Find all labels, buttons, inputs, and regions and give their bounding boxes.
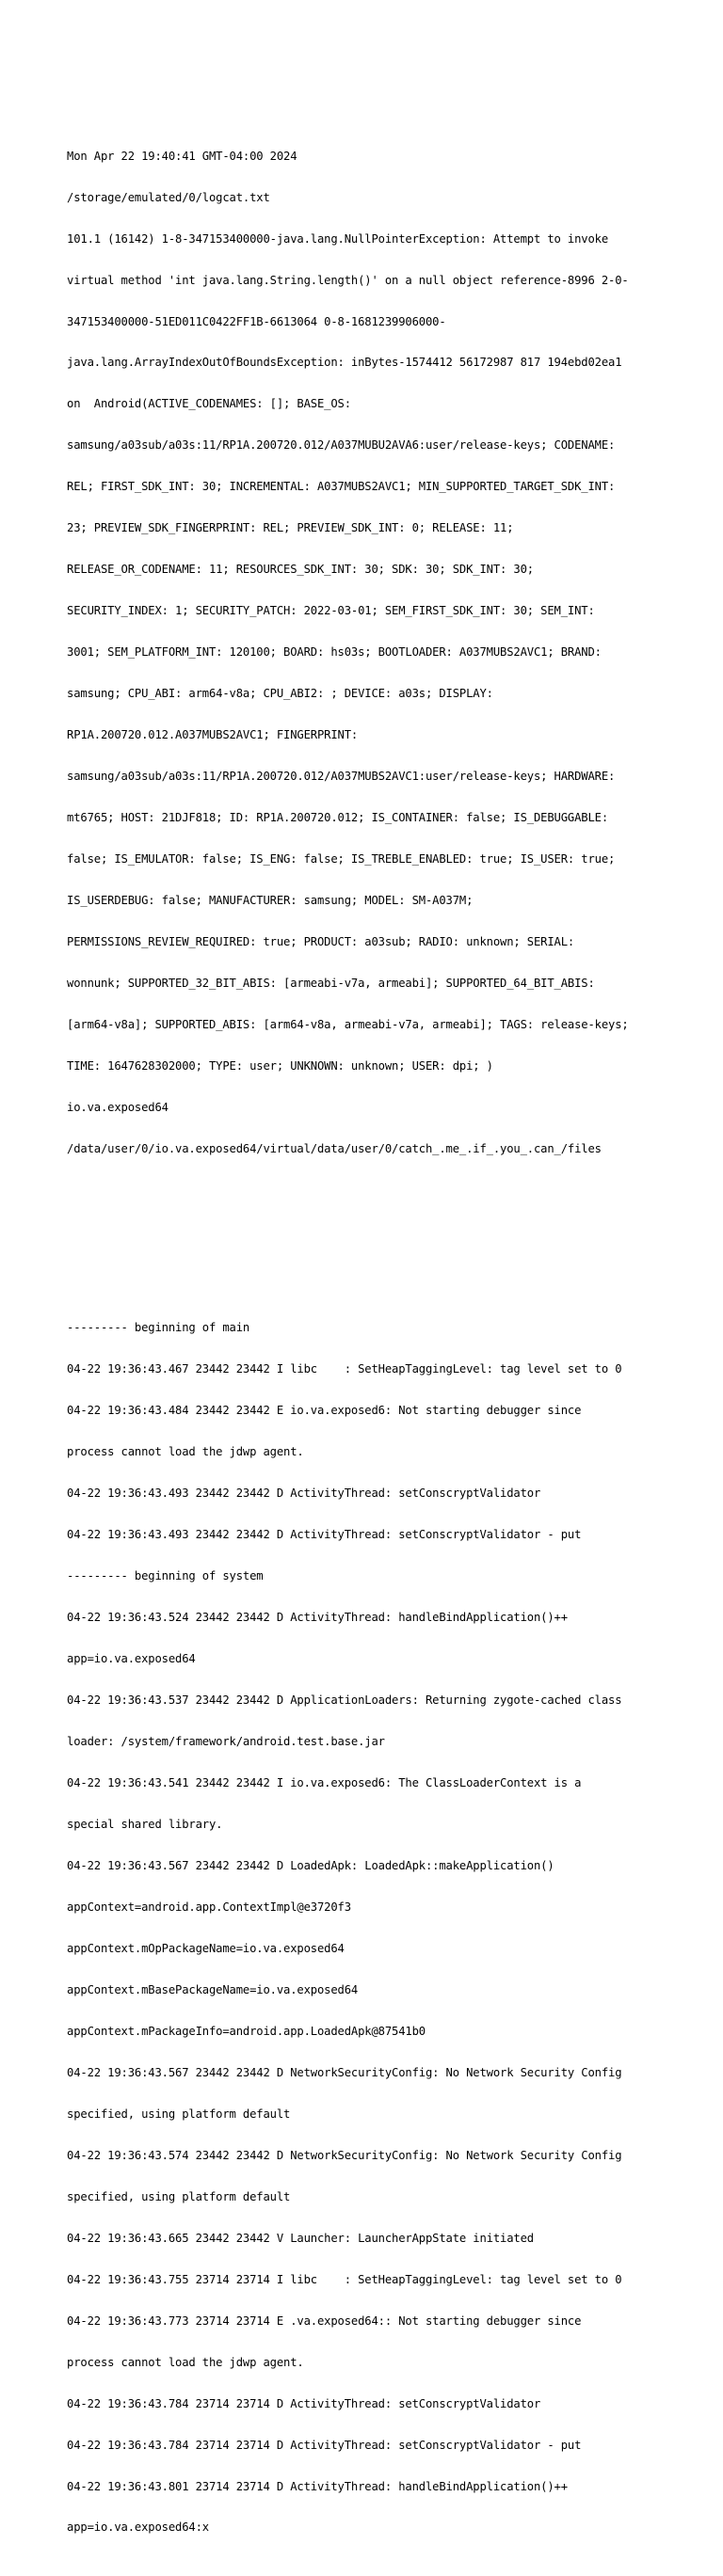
- build-info-line: on Android(ACTIVE_CODENAMES: []; BASE_OS:: [67, 397, 351, 411]
- log-line: 04-22 19:36:43.541 23442 23442 I io.va.exposed6: The ClassLoaderContext is a: [67, 1776, 582, 1790]
- log-line: loader: /system/framework/android.test.base.jar: [67, 1735, 385, 1749]
- build-info-line: TIME: 1647628302000; TYPE: user; UNKNOWN: unknown; USER: dpi; ): [67, 1058, 493, 1073]
- log-line: 04-22 19:36:43.467 23442 23442 I libc : SetHeapTaggingLevel: tag level set to 0: [67, 1362, 622, 1376]
- log-line: 04-22 19:36:43.784 23714 23714 D ActivityThread: setConscryptValidator - put: [67, 2438, 582, 2452]
- log-body: [67, 1294, 688, 2562]
- log-line: app=io.va.exposed64:x: [67, 2520, 209, 2535]
- report-header: [67, 121, 688, 1184]
- log-line: appContext.mPackageInfo=android.app.LoadedApk@87541b0: [67, 2024, 426, 2038]
- log-line: 04-22 19:36:43.574 23442 23442 D NetworkSecurityConfig: No Network Security Config: [67, 2148, 622, 2162]
- logcat-document: [67, 94, 688, 2576]
- log-line: 04-22 19:36:43.493 23442 23442 D ActivityThread: setConscryptValidator - put: [67, 1528, 582, 1542]
- log-line: specified, using platform default: [67, 2107, 291, 2121]
- data-path-line: /data/user/0/io.va.exposed64/virtual/data/user/0/catch_.me_.if_.you_.can_/files: [67, 1141, 602, 1155]
- exception-line: 101.1 (16142) 1-8-347153400000-java.lang.NullPointerException: Attempt to invoke: [67, 231, 608, 246]
- log-line: 04-22 19:36:43.567 23442 23442 D NetworkSecurityConfig: No Network Security Config: [67, 2065, 622, 2079]
- build-info-line: RP1A.200720.012.A037MUBS2AVC1; FINGERPRINT:: [67, 728, 359, 742]
- log-line: appContext=android.app.ContextImpl@e3720f3: [67, 1900, 351, 1914]
- log-line: 04-22 19:36:43.784 23714 23714 D ActivityThread: setConscryptValidator: [67, 2396, 541, 2410]
- build-info-line: mt6765; HOST: 21DJF818; ID: RP1A.200720.012; IS_CONTAINER: false; IS_DEBUGGABLE:: [67, 811, 608, 825]
- exception-line: virtual method 'int java.lang.String.length()' on a null object reference-8996 2-0-: [67, 273, 629, 287]
- build-info-line: RELEASE_OR_CODENAME: 11; RESOURCES_SDK_INT: 30; SDK: 30; SDK_INT: 30;: [67, 563, 534, 577]
- log-section-divider: --------- beginning of main: [67, 1321, 250, 1335]
- build-info-line: PERMISSIONS_REVIEW_REQUIRED: true; PRODUCT: a03sub; RADIO: unknown; SERIAL:: [67, 935, 575, 949]
- log-line: 04-22 19:36:43.801 23714 23714 D ActivityThread: handleBindApplication()++: [67, 2479, 568, 2493]
- log-line: 04-22 19:36:43.755 23714 23714 I libc : SetHeapTaggingLevel: tag level set to 0: [67, 2272, 622, 2286]
- log-line: 04-22 19:36:43.484 23442 23442 E io.va.exposed6: Not starting debugger since: [67, 1404, 582, 1418]
- build-info-line: 3001; SEM_PLATFORM_INT: 120100; BOARD: hs03s; BOOTLOADER: A037MUBS2AVC1; BRAND:: [67, 645, 602, 660]
- package-name-line: io.va.exposed64: [67, 1100, 169, 1114]
- build-info-line: samsung/a03sub/a03s:11/RP1A.200720.012/A037MUBS2AVC1:user/release-keys; HARDWARE:: [67, 770, 616, 784]
- file-path-line: /storage/emulated/0/logcat.txt: [67, 190, 270, 204]
- log-line: app=io.va.exposed64: [67, 1652, 196, 1666]
- timestamp-line: Mon Apr 22 19:40:41 GMT-04:00 2024: [67, 149, 297, 163]
- build-info-line: 23; PREVIEW_SDK_FINGERPRINT: REL; PREVIEW_SDK_INT: 0; RELEASE: 11;: [67, 521, 514, 535]
- log-section-divider: --------- beginning of system: [67, 1569, 264, 1583]
- section-spacer: [67, 1225, 688, 1252]
- log-line: process cannot load the jdwp agent.: [67, 2355, 304, 2369]
- log-line: appContext.mOpPackageName=io.va.exposed64: [67, 1941, 345, 1955]
- log-line: 04-22 19:36:43.493 23442 23442 D ActivityThread: setConscryptValidator: [67, 1487, 541, 1501]
- log-line: 04-22 19:36:43.537 23442 23442 D ApplicationLoaders: Returning zygote-cached class: [67, 1693, 622, 1708]
- build-info-line: SECURITY_INDEX: 1; SECURITY_PATCH: 2022-03-01; SEM_FIRST_SDK_INT: 30; SEM_INT:: [67, 604, 595, 618]
- exception-line: 347153400000-51ED011C0422FF1B-6613064 0-8-1681239906000-: [67, 314, 446, 328]
- build-info-line: [arm64-v8a]; SUPPORTED_ABIS: [arm64-v8a, armeabi-v7a, armeabi]; TAGS: release-keys;: [67, 1017, 629, 1031]
- log-line: 04-22 19:36:43.773 23714 23714 E .va.exposed64:: Not starting debugger since: [67, 2314, 582, 2328]
- build-info-line: REL; FIRST_SDK_INT: 30; INCREMENTAL: A037MUBS2AVC1; MIN_SUPPORTED_TARGET_SDK_INT:: [67, 480, 616, 494]
- log-line: 04-22 19:36:43.567 23442 23442 D LoadedApk: LoadedApk::makeApplication(): [67, 1858, 554, 1872]
- log-line: specified, using platform default: [67, 2189, 291, 2203]
- log-line: special shared library.: [67, 1818, 223, 1832]
- build-info-line: wonnunk; SUPPORTED_32_BIT_ABIS: [armeabi-v7a, armeabi]; SUPPORTED_64_BIT_ABIS:: [67, 977, 595, 990]
- log-line: 04-22 19:36:43.524 23442 23442 D ActivityThread: handleBindApplication()++: [67, 1611, 568, 1625]
- build-info-line: IS_USERDEBUG: false; MANUFACTURER: samsung; MODEL: SM-A037M;: [67, 894, 474, 908]
- build-info-line: false; IS_EMULATOR: false; IS_ENG: false; IS_TREBLE_ENABLED: true; IS_USER: true;: [67, 852, 616, 867]
- log-line: process cannot load the jdwp agent.: [67, 1445, 304, 1459]
- build-info-line: samsung/a03sub/a03s:11/RP1A.200720.012/A037MUBU2AVA6:user/release-keys; CODENAME:: [67, 438, 616, 453]
- exception-line: java.lang.ArrayIndexOutOfBoundsException: inBytes-1574412 56172987 817 194ebd02ea1: [67, 356, 622, 370]
- log-line: 04-22 19:36:43.665 23442 23442 V Launcher: LauncherAppState initiated: [67, 2231, 534, 2245]
- log-line: appContext.mBasePackageName=io.va.exposed64: [67, 1982, 359, 1996]
- build-info-line: samsung; CPU_ABI: arm64-v8a; CPU_ABI2: ; DEVICE: a03s; DISPLAY:: [67, 687, 493, 701]
